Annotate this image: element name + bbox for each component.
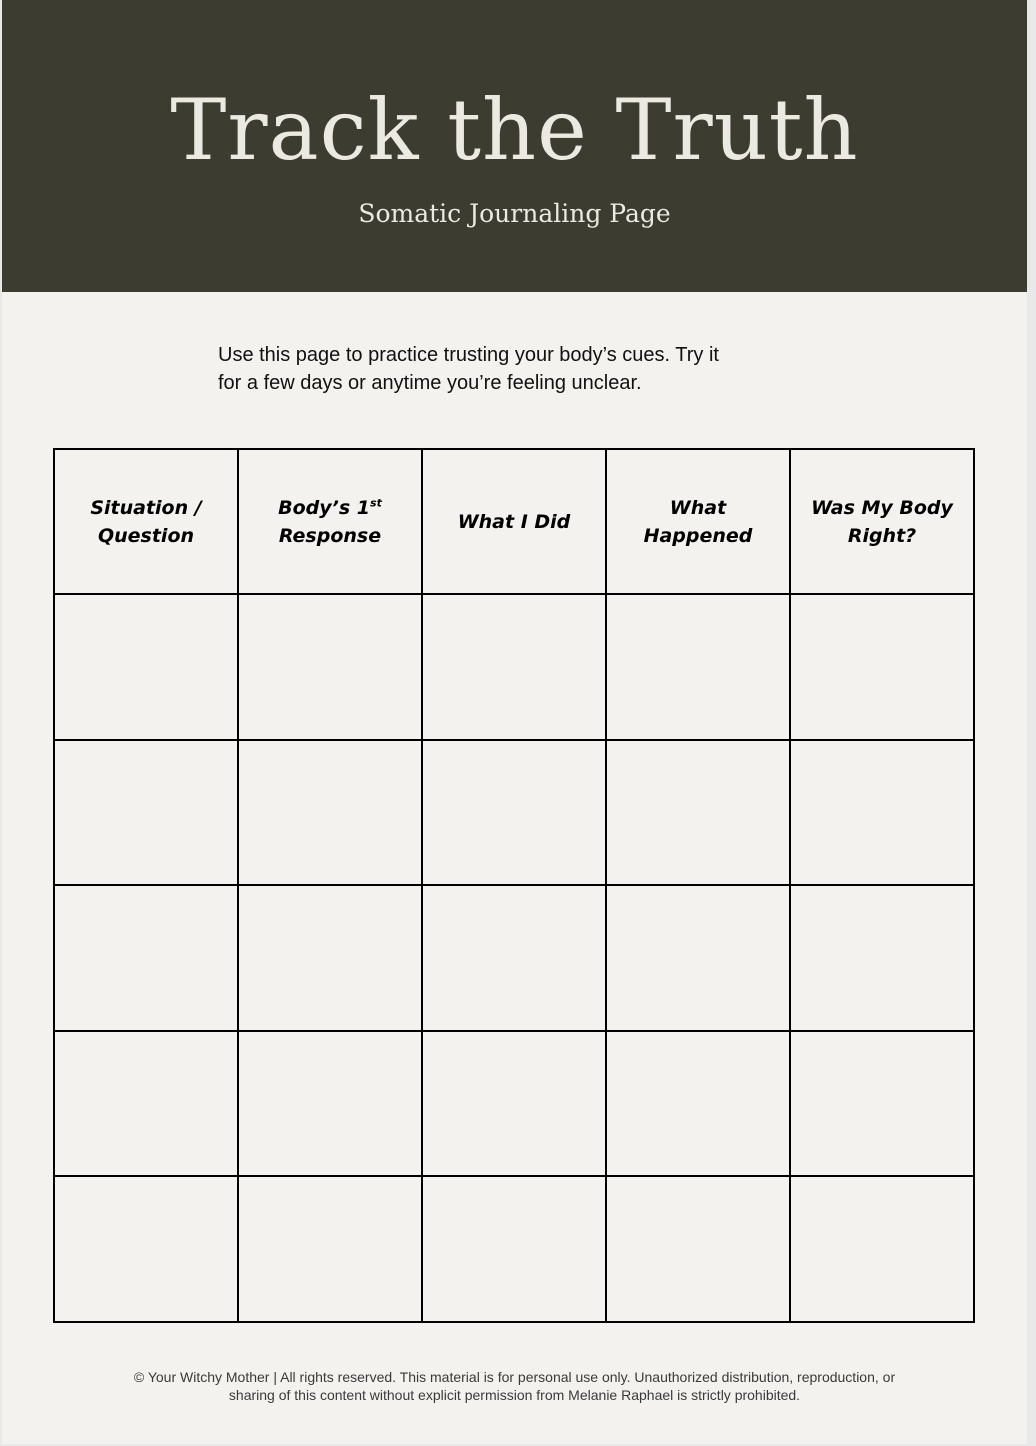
journal-entry-cell[interactable] bbox=[54, 1176, 238, 1322]
journal-entry-cell[interactable] bbox=[790, 1176, 974, 1322]
journal-entry-cell[interactable] bbox=[790, 885, 974, 1031]
journal-entry-cell[interactable] bbox=[606, 594, 790, 740]
journal-entry-cell[interactable] bbox=[238, 1176, 422, 1322]
journal-entry-cell[interactable] bbox=[606, 1176, 790, 1322]
column-header-label: Right? bbox=[847, 524, 917, 547]
column-header-label: What I Did bbox=[457, 510, 571, 533]
column-header-label: Question bbox=[97, 524, 195, 547]
column-header-what-happened bbox=[606, 449, 790, 594]
journal-entry-cell[interactable] bbox=[238, 885, 422, 1031]
footer-line-1: © Your Witchy Mother | All rights reserved. This material is for personal use only. Unauthorized distribution, reproduction, or bbox=[133, 1369, 896, 1385]
journal-entry-cell[interactable] bbox=[606, 885, 790, 1031]
column-header-situation bbox=[54, 449, 238, 594]
journal-entry-cell[interactable] bbox=[238, 594, 422, 740]
table-row bbox=[54, 885, 974, 1031]
journal-entry-cell[interactable] bbox=[54, 594, 238, 740]
journal-entry-cell[interactable] bbox=[422, 1031, 606, 1177]
ordinal-suffix: st bbox=[370, 496, 382, 510]
journal-page bbox=[2, 0, 1027, 1444]
column-header-label: Response bbox=[278, 524, 382, 547]
table-row bbox=[54, 594, 974, 740]
table-header-row bbox=[54, 449, 974, 594]
journal-entry-cell[interactable] bbox=[238, 740, 422, 886]
journal-entry-cell[interactable] bbox=[790, 740, 974, 886]
table-row bbox=[54, 1031, 974, 1177]
intro-text bbox=[218, 341, 818, 397]
journal-entry-cell[interactable] bbox=[790, 1031, 974, 1177]
header-banner bbox=[2, 0, 1027, 292]
journal-entry-cell[interactable] bbox=[54, 1031, 238, 1177]
column-header-label: Situation / bbox=[90, 496, 202, 519]
journal-entry-cell[interactable] bbox=[422, 1176, 606, 1322]
column-header-label: Was My Body bbox=[811, 496, 953, 519]
journal-entry-cell[interactable] bbox=[54, 885, 238, 1031]
journal-entry-cell[interactable] bbox=[606, 740, 790, 886]
table-row bbox=[54, 740, 974, 886]
journal-table bbox=[53, 448, 975, 1323]
page-title: Track the Truth bbox=[170, 81, 859, 179]
journal-entry-cell[interactable] bbox=[606, 1031, 790, 1177]
intro-line-2: for a few days or anytime you’re feeling unclear. bbox=[218, 372, 642, 394]
journal-entry-cell[interactable] bbox=[422, 885, 606, 1031]
page-subtitle: Somatic Journaling Page bbox=[358, 199, 671, 228]
journal-entry-cell[interactable] bbox=[54, 740, 238, 886]
table-row bbox=[54, 1176, 974, 1322]
column-header-label: What Happened bbox=[643, 496, 753, 547]
column-header-body-response bbox=[238, 449, 422, 594]
intro-line-1: Use this page to practice trusting your body’s cues. Try it bbox=[218, 344, 719, 366]
column-header-label: Body’s 1 bbox=[278, 496, 371, 519]
column-header-what-i-did bbox=[422, 449, 606, 594]
journal-entry-cell[interactable] bbox=[422, 740, 606, 886]
journal-entry-cell[interactable] bbox=[238, 1031, 422, 1177]
journal-entry-cell[interactable] bbox=[422, 594, 606, 740]
copyright-footer bbox=[2, 1368, 1027, 1404]
column-header-was-body-right bbox=[790, 449, 974, 594]
footer-line-2: sharing of this content without explicit permission from Melanie Raphael is strictly prohibited. bbox=[228, 1387, 801, 1403]
journal-entry-cell[interactable] bbox=[790, 594, 974, 740]
